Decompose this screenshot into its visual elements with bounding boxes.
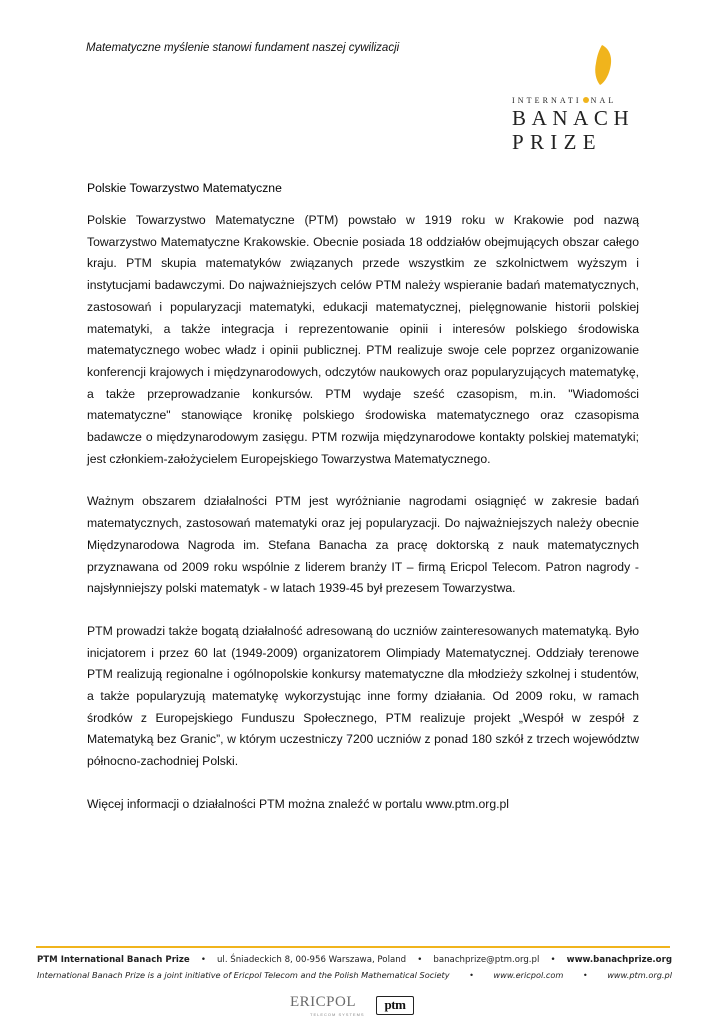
header-tagline: Matematyczne myślenie stanowi fundament naszej cywilizacji xyxy=(86,42,400,54)
footer-website-link[interactable]: www.banachprize.org xyxy=(566,955,672,965)
footer-address: ul. Śniadeckich 8, 00-956 Warszawa, Poland xyxy=(216,955,407,965)
footer-ptm-link[interactable]: www.ptm.org.pl xyxy=(607,970,672,980)
footer-bullet: • xyxy=(417,955,423,965)
footer-email-link[interactable]: banachprize@ptm.org.pl xyxy=(433,955,540,965)
paragraph-3: PTM prowadzi także bogatą działalność adresowaną do uczniów zainteresowanych matematyką. Było inicjatorem i przez 60 lat (1949-2009) organizatorem Olimpiady Matematycznej. Oddziały terenowe PTM realizują regionalne i ogólnopolskie konkursy matematyczne dla młodzieży szkolnej i studentów, a także popularyzują matematykę wykorzystując inne formy działania. Od 2009 roku, w ramach środków z Europejskiego Funduszu Społecznego, PTM realizuje projekt „Wespół w zespół z Matematyką bez Granic”, w którym uczestniczy 7200 uczniów z ponad 180 szkół z trzech województw północno-zachodniej Polski. xyxy=(87,623,639,769)
paragraph-4: Więcej informacji o działalności PTM można znaleźć w portalu www.ptm.org.pl xyxy=(87,796,509,811)
footer-bullet: • xyxy=(582,970,588,980)
footer-bullet: • xyxy=(550,955,556,965)
footer-initiative-text: International Banach Prize is a joint initiative of Ericpol Telecom and the Polish Mathematical Society xyxy=(37,970,450,980)
footer-contact-row xyxy=(37,955,672,965)
flame-logo-icon xyxy=(590,44,614,86)
footer-divider xyxy=(36,946,670,948)
footer-ericpol-link[interactable]: www.ericpol.com xyxy=(493,970,564,980)
document-body xyxy=(87,181,639,837)
logo-dot-icon xyxy=(583,97,589,103)
ptm-logo: ptm xyxy=(376,996,414,1015)
footer-bullet: • xyxy=(200,955,206,965)
banach-prize-logo xyxy=(512,44,634,154)
paragraph-1: Polskie Towarzystwo Matematyczne (PTM) powstało w 1919 roku w Krakowie pod nazwą Towarzystwo Matematyczne Krakowskie. Obecnie posiada 18 oddziałów obejmujących obszar całego kraju. PTM skupia matematyków związanych przede wszystkim ze szkolnictwem wyższym i instytucjami badawczymi. Do najważniejszych celów PTM należy wspieranie badań matematycznych, zastosowań i popularyzacji matematyki, edukacji matematycznej, pielęgnowanie historii polskiej matematyki, a także integracja i reprezentowanie opinii i interesów polskiego środowiska matematycznego wobec władz i opinii publicznej. PTM realizuje swoje cele poprzez organizowanie konferencji krajowych i międzynarodowych, odczytów naukowych oraz popularyzujących matematykę, a także przeprowadzanie konkursów. PTM wydaje sześć czasopism, m.in. "Wiadomości matematyczne" stanowiące kronikę polskiego środowiska matematycznego oraz czasopisma badawcze o międzynarodowym zasięgu. PTM rozwija międzynarodowe kontakty polskiej matematyki; jest członkiem-założycielem Europejskiego Towarzystwa Matematycznego. xyxy=(87,213,639,466)
logo-prize-text: PRIZE xyxy=(512,130,602,154)
footer-org-name: PTM International Banach Prize xyxy=(37,955,190,965)
ericpol-logo-subtitle: TELECOM SYSTEMS xyxy=(310,1012,365,1017)
logo-banach-text: BANACH xyxy=(512,106,635,130)
document-title: Polskie Towarzystwo Matematyczne xyxy=(87,181,282,195)
footer-bullet: • xyxy=(469,970,474,980)
logo-international-text: INTERNATI NAL xyxy=(512,96,617,105)
footer-initiative-row xyxy=(37,970,672,980)
ericpol-logo: ERICPOL xyxy=(290,994,357,1010)
paragraph-2: Ważnym obszarem działalności PTM jest wyróżnianie nagrodami osiągnięć w zakresie badań matematycznych, zastosowań matematyki oraz jej popularyzacji. Do najważniejszych należy obecnie Międzynarodowa Nagroda im. Stefana Banacha za pracę doktorską z nauk matematycznych przyznawana od 2009 roku wspólnie z liderem branży IT – firmą Ericpol Telecom. Patron nagrody - najsłynniejszy polski matematyk - w latach 1939-45 był prezesem Towarzystwa. xyxy=(87,494,639,596)
